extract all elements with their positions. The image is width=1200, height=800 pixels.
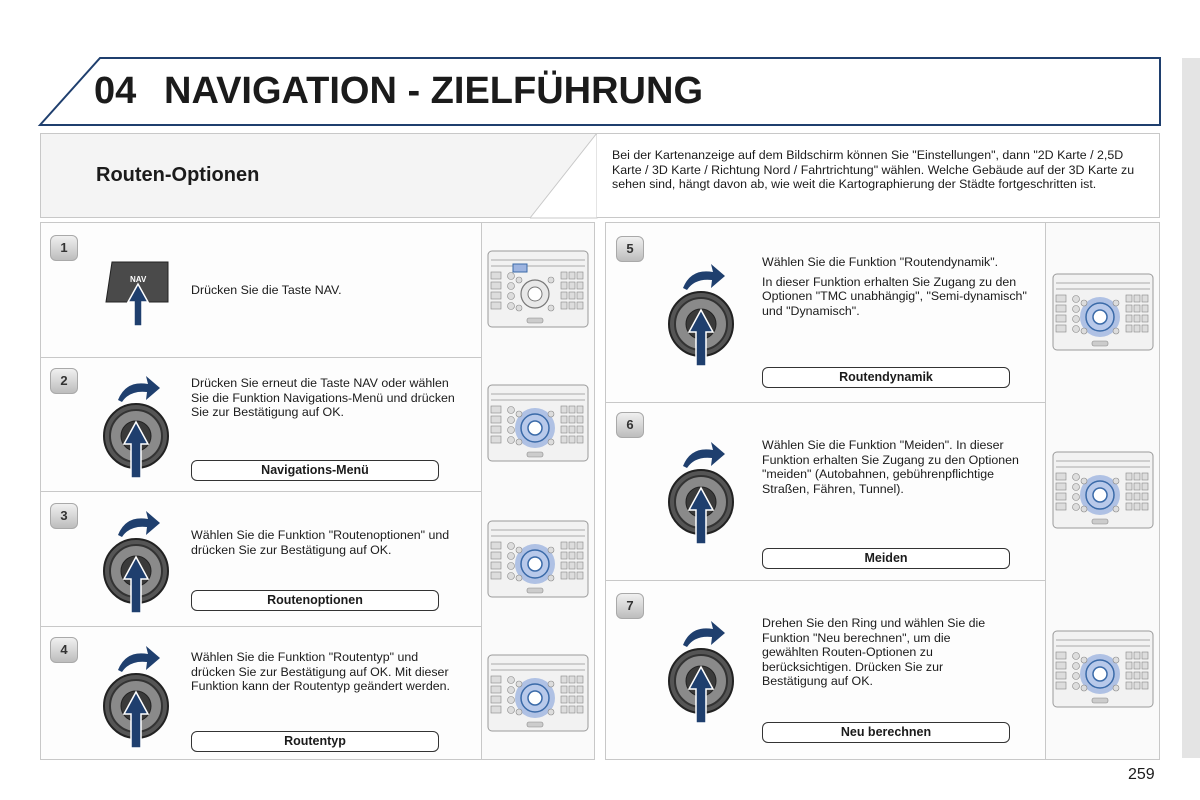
console-image	[1052, 630, 1154, 708]
console-image	[487, 520, 589, 598]
step-7-badge: 7	[616, 593, 644, 619]
step-1-text: Drücken Sie die Taste NAV.	[191, 283, 342, 297]
intro-fold-shape	[530, 133, 600, 219]
rotary-knob-icon	[100, 370, 175, 482]
step-3-menu-label: Routenoptionen	[191, 590, 439, 611]
step-5-text-block	[762, 255, 1032, 323]
step-2-text: Drücken Sie erneut die Taste NAV oder wählen Sie die Funktion Navigations-Menü und drücken Sie zur Bestätigung auf OK.	[191, 376, 455, 419]
step-5-text-detail: In dieser Funktion erhalten Sie Zugang zu den Optionen "TMC unabhängig", "Semi-dynamisch" und "Dynamisch".	[762, 274, 1027, 318]
intro-text: Bei der Kartenanzeige auf dem Bildschirm können Sie "Einstellungen", dann "2D Karte / 2,5D Karte / 3D Karte / Richtung Nord / Fahrtrichtung" wählen. Welche Gebäude auf der 3D Karte zu sehen sind, hängt davon ab, wie weit die Kartographierung der Städte fortgeschritten ist.	[612, 148, 1135, 191]
rotary-knob-icon	[665, 258, 740, 370]
step-6-badge: 6	[616, 412, 644, 438]
rotary-knob-icon	[100, 505, 175, 617]
chapter-number: 04	[94, 70, 137, 112]
chapter-title: NAVIGATION - ZIELFÜHRUNG	[164, 70, 703, 112]
step-5-badge: 5	[616, 236, 644, 262]
console-image	[487, 654, 589, 732]
nav-button-icon	[100, 258, 172, 328]
page-number: 259	[1128, 766, 1155, 783]
step-3-text: Wählen Sie die Funktion "Routenoptionen" und drücken Sie zur Bestätigung auf OK.	[191, 528, 450, 557]
step-6-menu-label: Meiden	[762, 548, 1010, 569]
console-image	[1052, 273, 1154, 351]
step-4-badge: 4	[50, 637, 78, 663]
step-2-badge: 2	[50, 368, 78, 394]
svg-text:NAV: NAV	[130, 275, 147, 284]
step-5-menu-label: Routendynamik	[762, 367, 1010, 388]
step-4-text: Wählen Sie die Funktion "Routentyp" und drücken Sie zur Bestätigung auf OK. Mit dieser Funktion kann der Routentyp geändert werden.	[191, 650, 450, 693]
side-tab	[1182, 58, 1200, 758]
step-1-badge: 1	[50, 235, 78, 261]
step-6-text: Wählen Sie die Funktion "Meiden". In dieser Funktion erhalten Sie Zugang zu den Optionen "meiden" (Autobahnen, gebührenpflichtige Straßen, Fähren, Tunnel).	[762, 438, 1019, 496]
step-7-menu-label: Neu berechnen	[762, 722, 1010, 743]
console-image	[487, 250, 589, 328]
step-5-text: Wählen Sie die Funktion "Routendynamik".	[762, 255, 999, 269]
rotary-knob-icon	[100, 640, 175, 752]
rotary-knob-icon	[665, 436, 740, 548]
rotary-knob-icon	[665, 615, 740, 727]
step-3-badge: 3	[50, 503, 78, 529]
step-4-menu-label: Routentyp	[191, 731, 439, 752]
console-image	[1052, 451, 1154, 529]
step-7-text: Drehen Sie den Ring und wählen Sie die Funktion "Neu berechnen", um die gewählten Routen-Optionen zu berücksichtigen. Drücken Sie zur Bestätigung auf OK.	[762, 616, 986, 688]
section-title: Routen-Optionen	[96, 164, 260, 186]
console-image	[487, 384, 589, 462]
step-2-menu-label: Navigations-Menü	[191, 460, 439, 481]
